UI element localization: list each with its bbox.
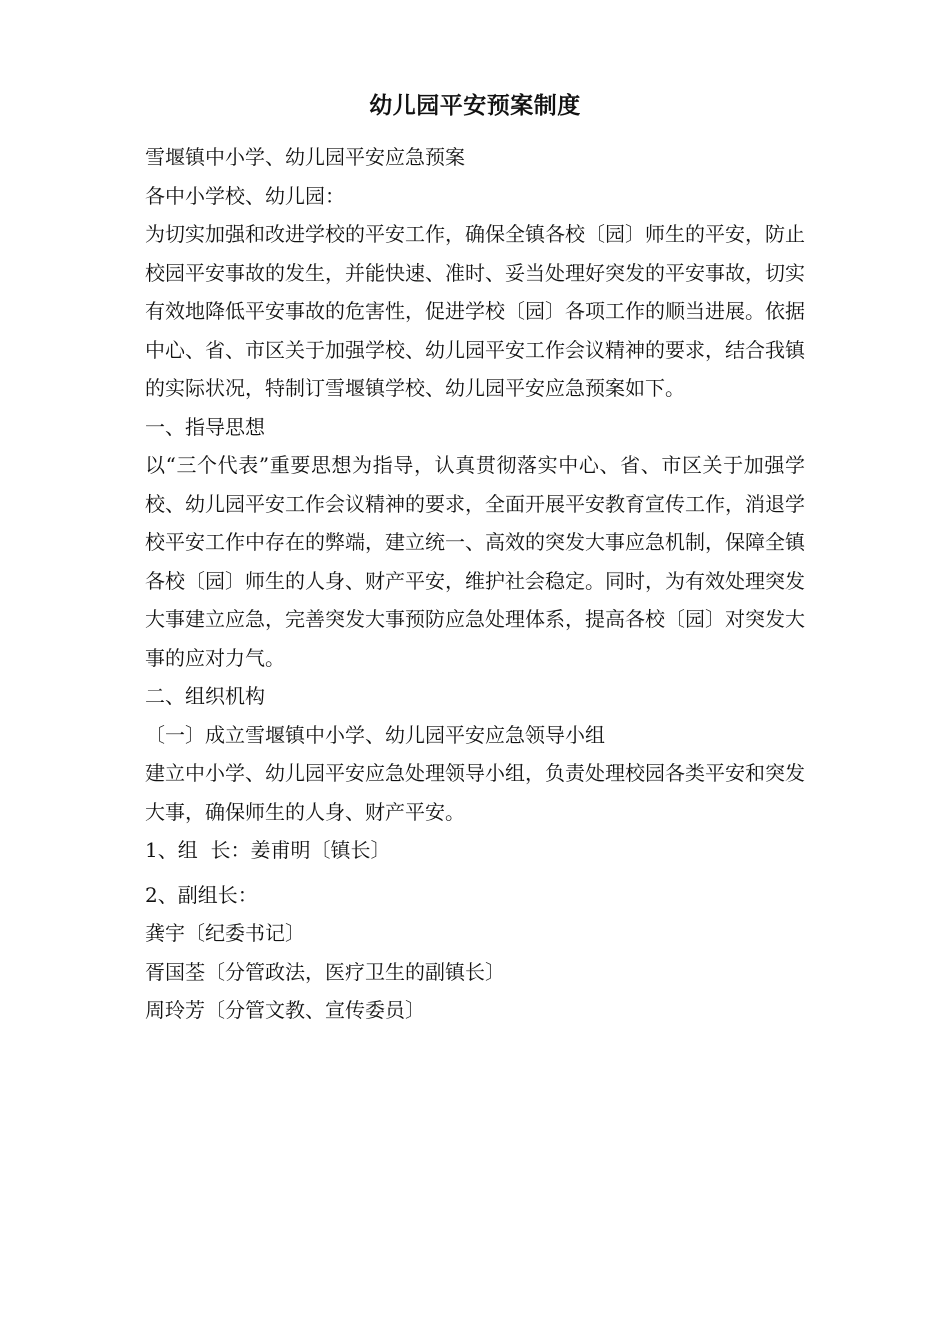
subsection-heading-leadership-group: 〔一〕成立雪堰镇中小学、幼儿园平安应急领导小组 [145,722,605,747]
document-body [145,138,805,1030]
salutation: 各中小学校、幼儿园： [145,183,345,208]
deputy-leader-2: 胥国荃〔分管政法，医疗卫生的副镇长〕 [145,959,505,984]
leadership-group-paragraph: 建立中小学、幼儿园平安应急处理领导小组，负责处理校园各类平安和突发大事，确保师生的人身、财产平安。 [145,761,805,824]
guiding-ideology-paragraph: 以“三个代表”重要思想为指导，认真贯彻落实中心、省、市区关于加强学校、幼儿园平安工作会议精神的要求，全面开展平安教育宣传工作，消退学校平安工作中存在的弊端，建立统一、高效的突发大事应急机制，保障全镇各校〔园〕师生的人身、财产平安，维护社会稳定。同时，为有效处理突发大事建立应急，完善突发大事预防应急处理体系，提高各校〔园〕对突发大事的应对力气。 [145,453,805,670]
section-heading-guiding-ideology: 一、指导思想 [145,414,265,439]
document-title: 幼儿园平安预案制度 [369,92,581,119]
section-heading-organization: 二、组织机构 [145,684,265,708]
deputy-leader-heading: 2、副组长： [145,882,258,907]
group-leader-line: 1、组 长：姜甫明〔镇长〕 [145,838,391,862]
intro-paragraph: 为切实加强和改进学校的平安工作，确保全镇各校〔园〕师生的平安，防止校园平安事故的发生，并能快速、准时、妥当处理好突发的平安事故，切实有效地降低平安事故的危害性，促进学校〔园〕各项工作的顺当进展。依据中心、省、市区关于加强学校、幼儿园平安工作会议精神的要求，结合我镇的实际状况，特制订雪堰镇学校、幼儿园平安应急预案如下。 [145,222,805,400]
deputy-leader-1: 龚宇〔纪委书记〕 [145,921,305,945]
deputy-leader-3: 周玲芳〔分管文教、宣传委员〕 [145,998,425,1022]
plan-subtitle: 雪堰镇中小学、幼儿园平安应急预案 [145,145,465,169]
